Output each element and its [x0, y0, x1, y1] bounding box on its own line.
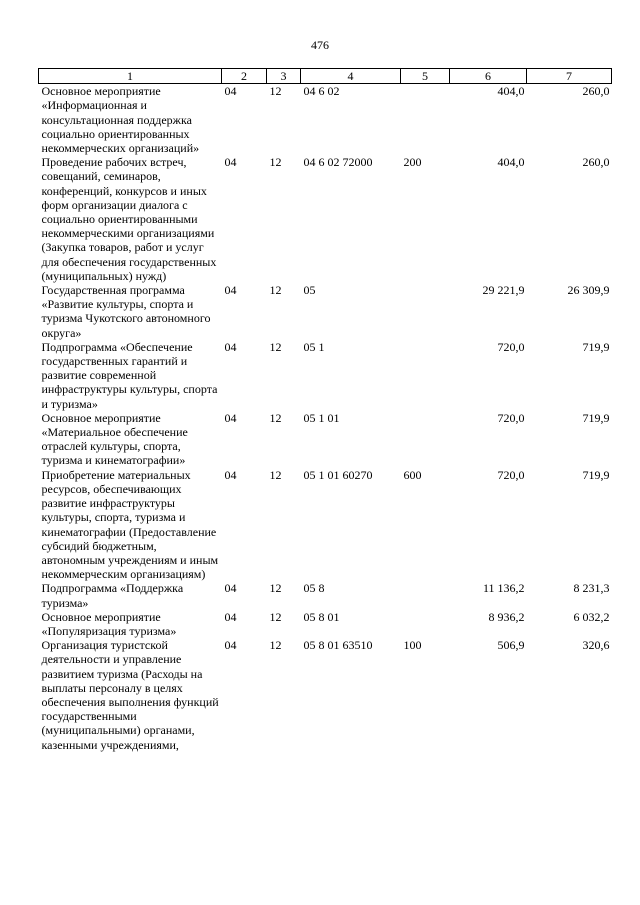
table-row	[39, 581, 612, 609]
row-name: Приобретение материальных ресурсов, обеспечивающих развитие инфраструктуры культуры, спорта, туризма и кинематографии (Предоставление субсидий бюджетным, автономным учреждениям и иным некоммерческим организациям)	[41, 467, 219, 582]
row-amount-executed: 6 032,2	[573, 609, 610, 624]
row-target-code: 05 8 01	[303, 609, 340, 624]
row-amount-executed: 719,9	[582, 339, 610, 354]
row-amount-planned: 11 136,2	[482, 581, 525, 596]
row-name: Подпрограмма «Поддержка туризма»	[41, 581, 184, 610]
row-subsection: 12	[269, 410, 282, 425]
table-row	[39, 610, 612, 638]
row-amount-planned: 404,0	[497, 84, 525, 99]
row-subsection: 12	[269, 609, 282, 624]
column-header-1: 1	[39, 69, 222, 84]
row-target-code: 05 1	[303, 339, 325, 354]
row-target-code: 05 8	[303, 581, 325, 596]
row-name: Основное мероприятие «Информационная и консультационная поддержка социально ориентированных некоммерческих организаций»	[41, 84, 200, 156]
row-amount-planned: 720,0	[497, 339, 525, 354]
row-target-code: 05 8 01 63510	[303, 638, 373, 653]
column-header-2: 2	[222, 69, 267, 84]
row-expense-type	[401, 581, 450, 609]
row-name: Основное мероприятие «Материальное обеспечение отраслей культуры, спорта, туризма и кинематографии»	[41, 410, 188, 468]
row-expense-type: 600	[403, 467, 422, 482]
row-target-code: 05	[303, 283, 316, 298]
row-section: 04	[224, 283, 237, 298]
row-amount-planned: 506,9	[497, 638, 525, 653]
table-row	[39, 84, 612, 156]
row-section: 04	[224, 581, 237, 596]
budget-table	[38, 68, 612, 752]
row-section: 04	[224, 410, 237, 425]
row-section: 04	[224, 84, 237, 99]
table-row	[39, 468, 612, 582]
table-header-row	[39, 69, 612, 84]
row-amount-executed: 320,6	[582, 638, 610, 653]
row-name: Государственная программа «Развитие культуры, спорта и туризма Чукотского автономного округа»	[41, 283, 211, 340]
table-row	[39, 638, 612, 752]
row-subsection: 12	[269, 638, 282, 653]
row-amount-planned: 720,0	[497, 410, 525, 425]
row-target-code: 05 1 01 60270	[303, 467, 373, 482]
column-header-5: 5	[401, 69, 450, 84]
row-section: 04	[224, 155, 237, 170]
row-amount-executed: 719,9	[582, 467, 610, 482]
row-subsection: 12	[269, 84, 282, 99]
row-name: Основное мероприятие «Популяризация туризма»	[41, 609, 177, 638]
row-section: 04	[224, 609, 237, 624]
row-subsection: 12	[269, 283, 282, 298]
row-expense-type	[401, 84, 450, 156]
row-expense-type	[401, 340, 450, 411]
row-name: Проведение рабочих встреч, совещаний, семинаров, конференций, конкурсов и иных форм организации диалога с социально ориентированными некоммерческими организациями (Закупка товаров, работ и услуг для обеспечения государственных (муниципальных) нужд)	[41, 155, 217, 283]
row-expense-type	[401, 610, 450, 638]
row-target-code: 05 1 01	[303, 410, 340, 425]
row-target-code: 04 6 02 72000	[303, 155, 373, 170]
row-amount-planned: 29 221,9	[482, 283, 525, 298]
table-row	[39, 283, 612, 340]
row-subsection: 12	[269, 155, 282, 170]
row-amount-executed: 26 309,9	[567, 283, 610, 298]
row-subsection: 12	[269, 581, 282, 596]
row-subsection: 12	[269, 339, 282, 354]
row-subsection: 12	[269, 467, 282, 482]
row-target-code: 04 6 02	[303, 84, 340, 99]
row-expense-type: 100	[403, 638, 422, 653]
table-row	[39, 155, 612, 283]
row-expense-type: 200	[403, 155, 422, 170]
row-section: 04	[224, 638, 237, 653]
table-row	[39, 411, 612, 468]
row-amount-executed: 8 231,3	[573, 581, 610, 596]
row-expense-type	[401, 411, 450, 468]
row-name: Подпрограмма «Обеспечение государственных гарантий и развитие современной инфраструктуры культуры, спорта и туризма»	[41, 339, 218, 411]
row-name: Организация туристской деятельности и управление развитием туризма (Расходы на выплаты персоналу в целях обеспечения выполнения функций государственными (муниципальными) органами, казенными учреждениями,	[41, 638, 219, 752]
column-header-6: 6	[450, 69, 527, 84]
column-header-4: 4	[301, 69, 401, 84]
row-amount-executed: 719,9	[582, 410, 610, 425]
column-header-7: 7	[527, 69, 612, 84]
row-amount-executed: 260,0	[582, 155, 610, 170]
column-header-3: 3	[267, 69, 301, 84]
row-amount-planned: 720,0	[497, 467, 525, 482]
row-amount-planned: 8 936,2	[488, 609, 525, 624]
row-section: 04	[224, 467, 237, 482]
table-row	[39, 340, 612, 411]
row-amount-planned: 404,0	[497, 155, 525, 170]
row-expense-type	[401, 283, 450, 340]
row-amount-executed: 260,0	[582, 84, 610, 99]
page-number: 476	[311, 38, 329, 52]
row-section: 04	[224, 339, 237, 354]
